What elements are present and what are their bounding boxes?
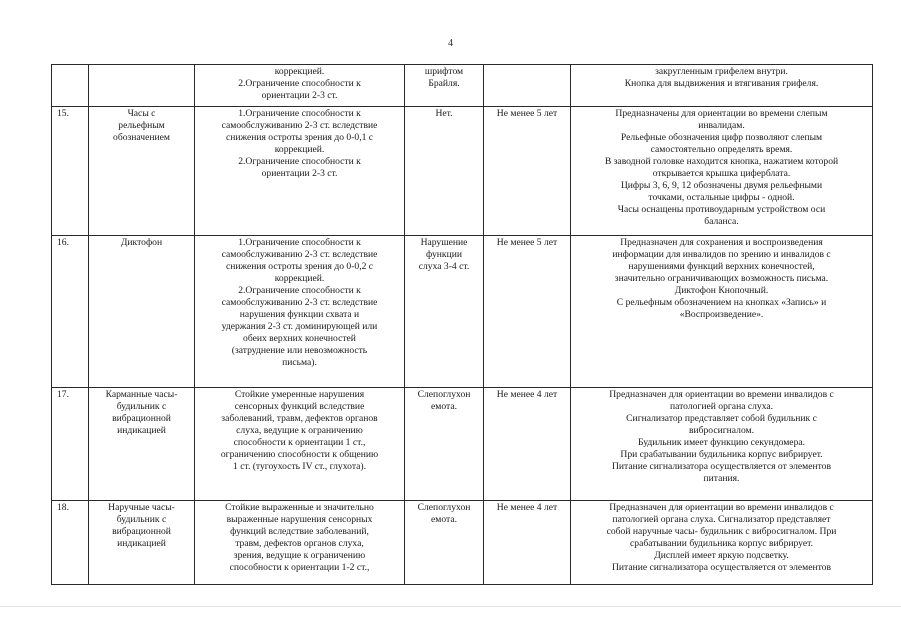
cell-text-line: (затруднение или невозможность bbox=[231, 345, 368, 356]
table-row bbox=[52, 65, 873, 107]
cell-text-line: коррекцией. bbox=[274, 66, 325, 77]
cell-text-line: индикацией bbox=[117, 425, 166, 436]
cell-text-line: Питание сигнализатора осуществляется от элементов bbox=[611, 461, 832, 472]
description-cell bbox=[571, 236, 873, 388]
device-name-cell bbox=[89, 107, 195, 236]
cell-text-line: будильник с bbox=[116, 514, 167, 525]
cell-text-line: баланса. bbox=[704, 216, 739, 227]
cell-text-line: собой наручные часы- будильник с вибросигналом. При bbox=[606, 526, 837, 537]
row-number-cell: 17. bbox=[52, 388, 89, 501]
cell-text-line: Будильник имеет функцию секундомера. bbox=[637, 437, 806, 448]
cell-text-line: инвалидам. bbox=[698, 120, 745, 131]
table-body bbox=[52, 65, 873, 585]
cell-text-line: Нарушение bbox=[420, 237, 468, 248]
cell-text-line: Карманные часы- bbox=[105, 389, 178, 400]
cell-text-line: Цифры 3, 6, 9, 12 обозначены двумя рельефными bbox=[620, 180, 823, 191]
indications-cell bbox=[195, 65, 405, 107]
cell-text-line: вибросигналом. bbox=[688, 425, 755, 436]
cell-text-line: письма). bbox=[282, 357, 317, 368]
cell-text-line: емота. bbox=[431, 401, 457, 412]
cell-text-line: 2.Ограничение способности к bbox=[238, 156, 361, 167]
indications-cell bbox=[195, 107, 405, 236]
usage-term-cell bbox=[484, 65, 571, 107]
device-name-cell bbox=[89, 501, 195, 585]
cell-text-line: зрения, ведущие к ограничению bbox=[233, 550, 366, 561]
page-number: 4 bbox=[448, 38, 453, 49]
cell-text-line: способности к ориентации 1 ст., bbox=[233, 437, 366, 448]
cell-text-line: Предназначен для ориентации во времени инвалидов с bbox=[609, 389, 834, 400]
assistive-devices-table bbox=[51, 64, 873, 585]
cell-text-line: Предназначен для сохранения и воспроизведения bbox=[620, 237, 823, 248]
cell-text-line: травм, дефектов органов слуха, bbox=[235, 538, 364, 549]
cell-text-line: Предназначены для ориентации во времени слепым bbox=[615, 108, 828, 119]
cell-text-line: коррекцией. bbox=[274, 273, 325, 284]
cell-text-line: При срабатывании будильника корпус вибрирует. bbox=[620, 449, 823, 460]
cell-text-line: вибрационной bbox=[112, 526, 171, 537]
cell-text-line: нарушения функции схвата и bbox=[239, 309, 360, 320]
cell-text-line: коррекцией. bbox=[274, 144, 325, 155]
cell-text-line: самообслуживанию 2-3 ст. вследствие bbox=[221, 120, 378, 131]
description-cell bbox=[571, 107, 873, 236]
table-row bbox=[52, 107, 873, 236]
cell-text-line: Питание сигнализатора осуществляется от элементов bbox=[611, 562, 832, 573]
cell-text-line: 1.Ограничение способности к bbox=[238, 237, 361, 248]
row-number-cell: 18. bbox=[52, 501, 89, 585]
cell-text-line: нарушениями функций верхних конечностей, bbox=[628, 261, 815, 272]
cell-text-line: С рельефным обозначением на кнопках «Запись» и bbox=[616, 297, 827, 308]
cell-text-line: рельефным bbox=[118, 120, 165, 131]
description-cell bbox=[571, 388, 873, 501]
cell-text-line: ориентации 2-3 ст. bbox=[261, 90, 338, 101]
row-number-cell: 15. bbox=[52, 107, 89, 236]
cell-text-line: обозначением bbox=[113, 132, 170, 143]
usage-term-cell bbox=[484, 501, 571, 585]
cell-text-line: функций вследствие заболеваний, bbox=[230, 526, 369, 537]
cell-text-line: обеих верхних конечностей bbox=[243, 333, 356, 344]
cell-text-line: вибрационной bbox=[112, 413, 171, 424]
cell-text-line: самообслуживанию 2-3 ст. вследствие bbox=[221, 249, 378, 260]
cell-text-line: Кнопка для выдвижения и втягивания грифеля. bbox=[624, 78, 819, 89]
cell-text-line: Предназначен для ориентации во времени инвалидов с bbox=[609, 502, 834, 513]
cell-text-line: «Воспроизведение». bbox=[679, 309, 764, 320]
cell-text-line: Слепоглухон bbox=[417, 502, 471, 513]
cell-text-line: сенсорных функций вследствие bbox=[234, 401, 365, 412]
contraindications-cell bbox=[405, 236, 484, 388]
contraindications-cell bbox=[405, 107, 484, 236]
cell-text-line: Диктофон Кнопочный. bbox=[674, 285, 769, 296]
cell-text-line: способности к ориентации 1-2 ст., bbox=[229, 562, 370, 573]
cell-text-line: емота. bbox=[431, 514, 457, 525]
usage-term-cell bbox=[484, 236, 571, 388]
cell-text-line: снижения остроты зрения до 0-0,2 с bbox=[225, 261, 374, 272]
cell-text-line: 1.Ограничение способности к bbox=[238, 108, 361, 119]
device-name-cell bbox=[89, 65, 195, 107]
contraindications-cell bbox=[405, 501, 484, 585]
cell-text-line: патологией органа слуха. Сигнализатор представляет bbox=[612, 514, 831, 525]
indications-cell bbox=[195, 388, 405, 501]
cell-text-line: Слепоглухон bbox=[417, 389, 471, 400]
table-row bbox=[52, 388, 873, 501]
cell-text-line: Брайля. bbox=[428, 78, 460, 89]
cell-text-line: закругленным грифелем внутри. bbox=[655, 66, 788, 77]
table-row bbox=[52, 501, 873, 585]
cell-text-line: Не менее 4 лет bbox=[496, 389, 558, 400]
cell-text-line: индикацией bbox=[117, 538, 166, 549]
cell-text-line: точками, остальные цифры - одной. bbox=[648, 192, 795, 203]
description-cell bbox=[571, 501, 873, 585]
cell-text-line: заболеваний, травм, дефектов органов bbox=[221, 413, 378, 424]
cell-text-line: Дисплей имеет яркую подсветку. bbox=[654, 550, 789, 561]
cell-text-line: Не менее 5 лет bbox=[496, 237, 558, 248]
device-name-cell bbox=[89, 388, 195, 501]
cell-text-line: ограничению способности к общению bbox=[220, 449, 379, 460]
cell-text-line: патологией органа слуха. bbox=[669, 401, 774, 412]
page-bottom-rule bbox=[0, 606, 901, 607]
cell-text-line: Диктофон bbox=[120, 237, 163, 248]
indications-cell bbox=[195, 501, 405, 585]
cell-text-line: самообслуживанию 2-3 ст. вследствие bbox=[221, 297, 378, 308]
cell-text-line: информации для инвалидов по зрению и инвалидов с bbox=[612, 249, 831, 260]
cell-text-line: слуха, ведущие к ограничению bbox=[236, 425, 363, 436]
cell-text-line: Сигнализатор представляет собой будильник с bbox=[626, 413, 817, 424]
cell-text-line: будильник с bbox=[116, 401, 167, 412]
usage-term-cell bbox=[484, 107, 571, 236]
cell-text-line: снижения остроты зрения до 0-0,1 с bbox=[225, 132, 374, 143]
cell-text-line: Часы с bbox=[127, 108, 156, 119]
cell-text-line: Стойкие умеренные нарушения bbox=[234, 389, 365, 400]
device-name-cell bbox=[89, 236, 195, 388]
cell-text-line: функции bbox=[426, 249, 462, 260]
row-number-cell bbox=[52, 65, 89, 107]
cell-text-line: значительно ограничивающих возможность письма. bbox=[614, 273, 829, 284]
row-number-cell: 16. bbox=[52, 236, 89, 388]
cell-text-line: шрифтом bbox=[424, 66, 464, 77]
cell-text-line: самостоятельно определять время. bbox=[650, 144, 793, 155]
cell-text-line: Стойкие выраженные и значительно bbox=[225, 502, 374, 513]
cell-text-line: выраженные нарушения сенсорных bbox=[226, 514, 373, 525]
cell-text-line: 1 ст. (тугоухость IV ст., глухота). bbox=[233, 461, 366, 472]
cell-text-line: Рельефные обозначения цифр позволяют слепым bbox=[620, 132, 823, 143]
cell-text-line: удержания 2-3 ст. доминирующей или bbox=[221, 321, 378, 332]
cell-text-line: 2.Ограничение способности к bbox=[238, 285, 361, 296]
usage-term-cell bbox=[484, 388, 571, 501]
cell-text-line: Наручные часы- bbox=[108, 502, 175, 513]
description-cell bbox=[571, 65, 873, 107]
cell-text-line: слуха 3-4 ст. bbox=[418, 261, 470, 272]
cell-text-line: открывается крышка циферблата. bbox=[652, 168, 791, 179]
cell-text-line: Нет. bbox=[435, 108, 453, 119]
cell-text-line: Не менее 4 лет bbox=[496, 502, 558, 513]
cell-text-line: В заводной головке находится кнопка, нажатием которой bbox=[604, 156, 839, 167]
cell-text-line: срабатывании будильника корпус вибрирует. bbox=[630, 538, 813, 549]
contraindications-cell bbox=[405, 65, 484, 107]
indications-cell bbox=[195, 236, 405, 388]
table-row bbox=[52, 236, 873, 388]
cell-text-line: Не менее 5 лет bbox=[496, 108, 558, 119]
cell-text-line: 2.Ограничение способности к bbox=[238, 78, 361, 89]
contraindications-cell bbox=[405, 388, 484, 501]
cell-text-line: ориентации 2-3 ст. bbox=[261, 168, 338, 179]
cell-text-line: питания. bbox=[703, 473, 740, 484]
cell-text-line: Часы оснащены противоударным устройством оси bbox=[617, 204, 826, 215]
